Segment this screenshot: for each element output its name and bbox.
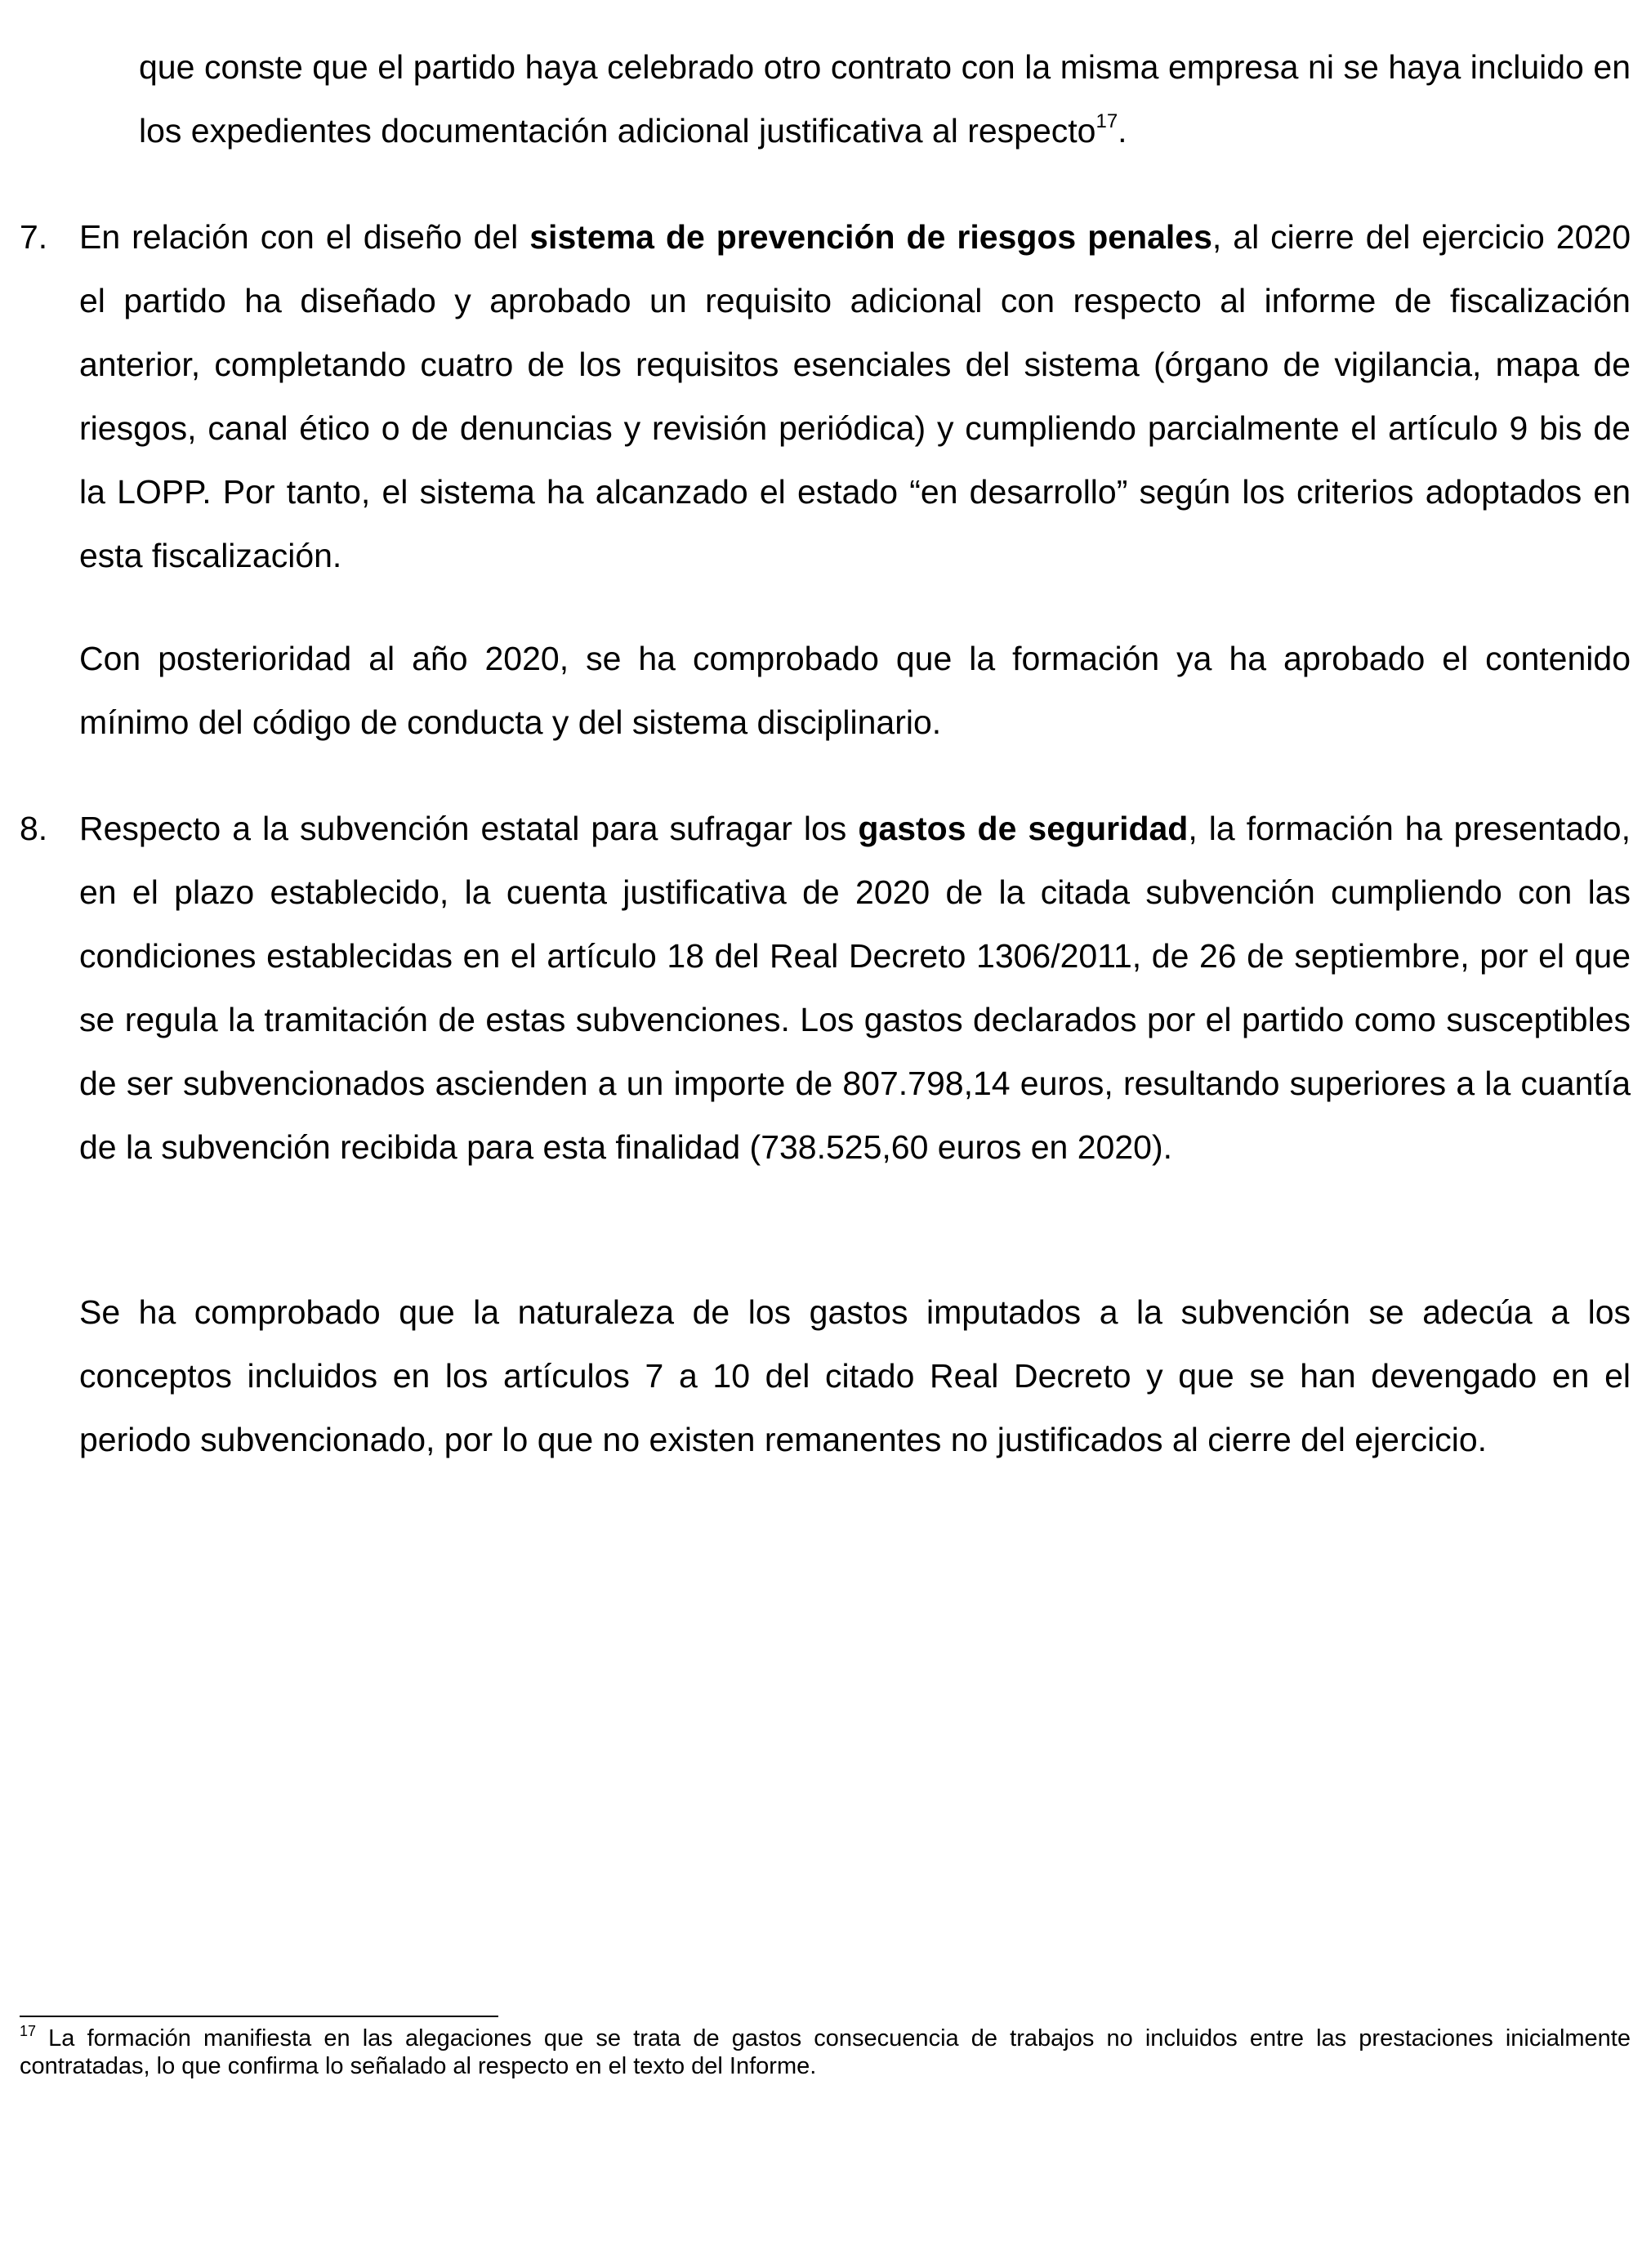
item-8-number: 8. <box>20 810 48 847</box>
item-8-bold-term: gastos de seguridad <box>858 810 1189 847</box>
item-7-bold-term: sistema de prevención de riesgos penales <box>529 218 1212 256</box>
footnote-reference[interactable]: 17 <box>1095 110 1118 132</box>
footnote <box>20 2025 1631 2080</box>
continuation-text: que conste que el partido haya celebrado otro contrato con la misma empresa ni se haya incluido en los expedientes documentación adicional justificativa al respecto <box>139 48 1631 150</box>
footnote-marker: 17 <box>20 2023 37 2039</box>
item-8-paragraph-1: Respecto a la subvención estatal para sufragar los gastos de seguridad, la formación ha presentado, en el plazo establecido, la cuenta justificativa de 2020 de la citada subvención cumpliendo con las condiciones establecidas en el artículo 18 del Real Decreto 1306/2011, de 26 de septiembre, por el que se regula la tramitación de estas subvenciones. Los gastos declarados por el partido como susceptibles de ser subvencionados ascienden a un importe de 807.798,14 euros, resultando superiores a la cuantía de la subvención recibida para esta finalidad (738.525,60 euros en 2020). <box>79 810 1631 1166</box>
footnote-text: La formación manifiesta en las alegaciones que se trata de gastos consecuencia de trabajos no incluidos entre las prestaciones inicialmente contratadas, lo que confirma lo señalado al respecto en el texto del Informe. <box>20 2025 1631 2079</box>
footnote-separator <box>20 2016 498 2017</box>
item-7-paragraph-2: Con posterioridad al año 2020, se ha comprobado que la formación ya ha aprobado el contenido mínimo del código de conducta y del sistema disciplinario. <box>79 640 1631 741</box>
continuation-paragraph: que conste que el partido haya celebrado otro contrato con la misma empresa ni se haya incluido en los expedientes documentación adicional justificativa al respecto$^{17}$. <box>139 48 1631 150</box>
item-8-paragraph-2: Se ha comprobado que la naturaleza de los gastos imputados a la subvención se adecúa a los conceptos incluidos en los artículos 7 a 10 del citado Real Decreto y que se han devengado en el periodo subvencionado, por lo que no existen remanentes no justificados al cierre del ejercicio. <box>79 1293 1631 1458</box>
item-7-paragraph-1: En relación con el diseño del sistema de prevención de riesgos penales, al cierre del ejercicio 2020 el partido ha diseñado y aprobado un requisito adicional con respecto al informe de fiscalización anterior, completando cuatro de los requisitos esenciales del sistema (órgano de vigilancia, mapa de riesgos, canal ético o de denuncias y revisión periódica) y cumpliendo parcialmente el artículo 9 bis de la LOPP. Por tanto, el sistema ha alcanzado el estado “en desarrollo” según los criterios adoptados en esta fiscalización. <box>79 218 1631 574</box>
item-7-number: 7. <box>20 218 48 256</box>
